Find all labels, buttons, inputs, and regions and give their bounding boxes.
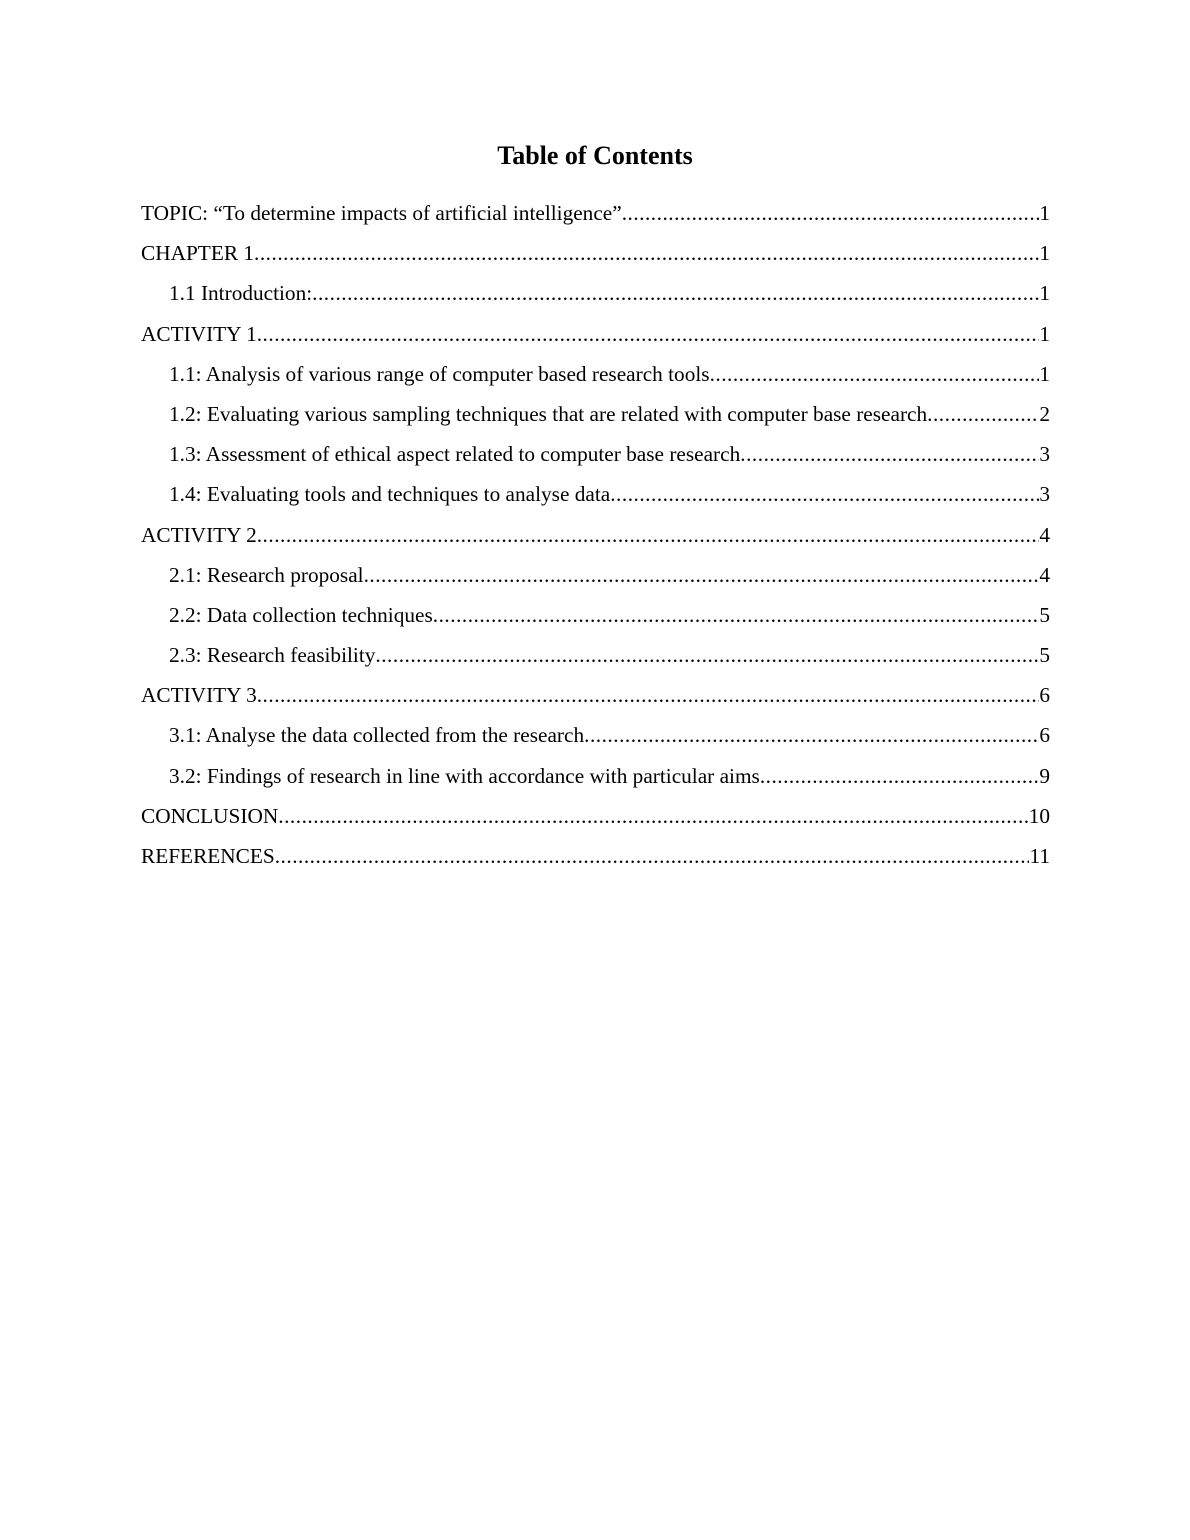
toc-page-number: 6	[1039, 683, 1050, 708]
toc-dot-leader	[710, 358, 1040, 390]
toc-dot-leader	[760, 760, 1040, 792]
toc-dot-leader	[584, 719, 1039, 751]
toc-page-number: 1	[1039, 321, 1050, 346]
toc-entry-title: 1.3: Assessment of ethical aspect related to computer base research	[169, 442, 741, 467]
toc-page-number: 5	[1039, 602, 1050, 627]
toc-page-number: 1	[1039, 241, 1050, 266]
toc-entry-title: CHAPTER 1	[141, 241, 255, 266]
toc-entry-title: 2.2: Data collection techniques	[169, 602, 433, 627]
toc-dot-leader	[312, 277, 1039, 309]
toc-entry-title: 1.1: Analysis of various range of computer based research tools	[169, 361, 710, 386]
toc-entry-title: TOPIC: “To determine impacts of artificial intelligence”	[141, 201, 622, 225]
toc-page-number: 5	[1039, 643, 1050, 668]
toc-dot-leader	[275, 840, 1030, 872]
toc-page-number: 6	[1039, 723, 1050, 748]
toc-entry[interactable]	[141, 277, 1050, 317]
toc-entry-title: 3.1: Analyse the data collected from the research	[169, 723, 585, 748]
toc-entry-title: ACTIVITY 3	[141, 683, 257, 708]
toc-entry-title: 1.1 Introduction:	[169, 281, 313, 306]
toc-page-number: 1	[1039, 361, 1050, 386]
toc-entry-title: CONCLUSION	[141, 803, 279, 828]
toc-entry[interactable]	[141, 559, 1050, 599]
toc-page-number: 1	[1039, 201, 1050, 225]
toc-dot-leader	[622, 197, 1040, 229]
toc-entry[interactable]	[141, 398, 1050, 438]
toc-dot-leader	[375, 639, 1039, 671]
toc-dot-leader	[257, 318, 1040, 350]
page-title: Table of Contents	[497, 141, 693, 170]
toc-entry-title: 2.3: Research feasibility	[169, 643, 376, 668]
toc-entry-title: REFERENCES	[141, 844, 275, 868]
toc-dot-leader	[927, 398, 1039, 430]
toc-entry[interactable]	[141, 679, 1050, 719]
table-of-contents	[141, 197, 1050, 880]
toc-dot-leader	[610, 478, 1039, 510]
toc-entry[interactable]	[141, 599, 1050, 639]
toc-dot-leader	[433, 599, 1040, 631]
toc-entry[interactable]	[141, 318, 1050, 358]
toc-dot-leader	[254, 237, 1039, 269]
toc-dot-leader	[364, 559, 1040, 591]
toc-entry[interactable]	[141, 237, 1050, 277]
toc-entry-title: 1.2: Evaluating various sampling techniques that are related with computer base research	[169, 401, 928, 426]
toc-page-number: 11	[1029, 844, 1050, 868]
toc-entry[interactable]	[141, 840, 1050, 880]
toc-entry-title: 3.2: Findings of research in line with accordance with particular aims	[169, 763, 760, 788]
toc-entry[interactable]	[141, 197, 1050, 237]
toc-entry[interactable]	[141, 438, 1050, 478]
toc-entry-title: 2.1: Research proposal	[169, 562, 364, 587]
toc-entry[interactable]	[141, 519, 1050, 559]
toc-entry[interactable]	[141, 719, 1050, 759]
toc-page-number: 9	[1039, 763, 1050, 788]
toc-entry[interactable]	[141, 478, 1050, 518]
toc-entry-title: 1.4: Evaluating tools and techniques to analyse data	[169, 482, 611, 507]
toc-entry-title: ACTIVITY 1	[141, 321, 257, 346]
toc-dot-leader	[257, 679, 1040, 711]
toc-entry[interactable]	[141, 639, 1050, 679]
toc-page-number: 2	[1039, 401, 1050, 426]
toc-page-number: 10	[1028, 803, 1050, 828]
toc-dot-leader	[740, 438, 1039, 470]
toc-dot-leader	[257, 519, 1040, 551]
toc-entry-title: ACTIVITY 2	[141, 522, 257, 547]
toc-page-number: 3	[1039, 482, 1050, 507]
toc-page-number: 3	[1039, 442, 1050, 467]
toc-page-number: 4	[1039, 562, 1050, 587]
toc-entry[interactable]	[141, 800, 1050, 840]
toc-entry[interactable]	[141, 358, 1050, 398]
toc-page-number: 1	[1039, 281, 1050, 306]
toc-entry[interactable]	[141, 760, 1050, 800]
toc-dot-leader	[278, 800, 1028, 832]
toc-page-number: 4	[1039, 522, 1050, 547]
